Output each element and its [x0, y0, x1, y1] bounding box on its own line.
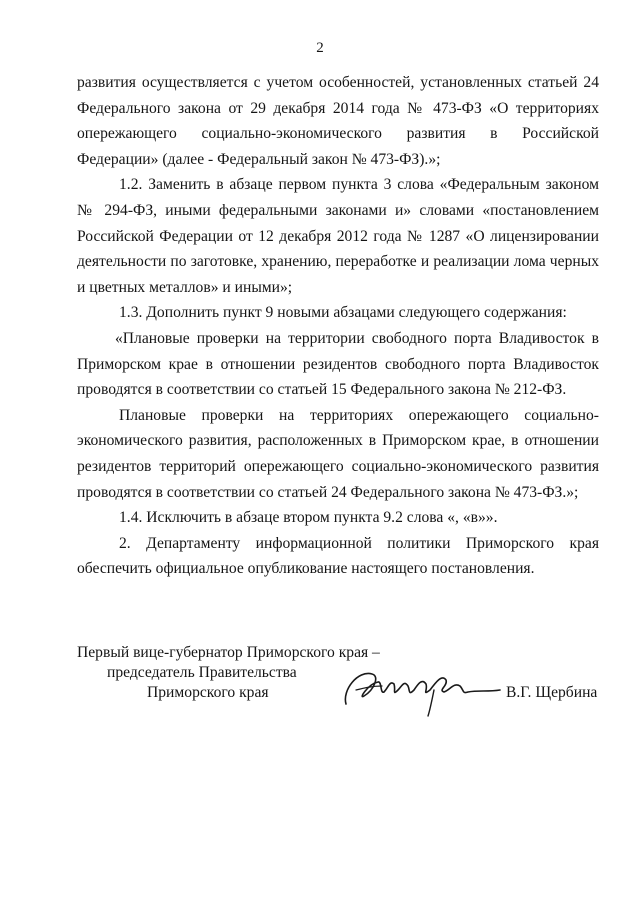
document-body	[77, 70, 599, 582]
paragraph-1-2: 1.2. Заменить в абзаце первом пункта 3 слова «Федеральным законом № 294-ФЗ, иными федеральными законами и» словами «постановлением Российской Федерации от 12 декабря 2012 года № 1287 «О лицензировании деятельности по заготовке, хранению, переработке и реализации лома черных и цветных металлов» и иными»;	[77, 176, 599, 296]
paragraph-quote-tor: Плановые проверки на территориях опережающего социально-экономического развития, расположенных в Приморском крае, в отношении резидентов территорий опережающего социально-экономического развития проводятся в соответствии со статьей 24 Федерального закона № 473-ФЗ.»;	[77, 406, 599, 501]
handwritten-signature	[338, 660, 508, 720]
page-number: 2	[316, 40, 324, 56]
signer-title-line2: председатель Правительства	[107, 664, 297, 681]
signer-title-line3: Приморского края	[147, 684, 269, 701]
paragraph-continuation: развития осуществляется с учетом особенностей, установленных статьей 24 Федерального закона от 29 декабря 2014 года № 473-ФЗ «О территориях опережающего социально-экономического развития в Российской Федерации» (далее - Федеральный закон № 473-ФЗ).»;	[77, 74, 599, 168]
paragraph-quote-vladivostok: «Плановые проверки на территории свободного порта Владивосток в Приморском крае в отношении резидентов свободного порта Владивосток проводятся в соответствии со статьей 15 Федерального закона № 212-ФЗ.	[77, 329, 599, 399]
signer-name: В.Г. Щербина	[506, 684, 598, 701]
paragraph-2: 2. Департаменту информационной политики Приморского края обеспечить официальное опубликование настоящего постановления.	[77, 534, 599, 578]
signer-title-line1: Первый вице-губернатор Приморского края –	[77, 644, 380, 661]
paragraph-1-4: 1.4. Исключить в абзаце втором пункта 9.2 слова «, «в»».	[119, 509, 498, 527]
paragraph-1-3: 1.3. Дополнить пункт 9 новыми абзацами следующего содержания:	[119, 304, 567, 322]
